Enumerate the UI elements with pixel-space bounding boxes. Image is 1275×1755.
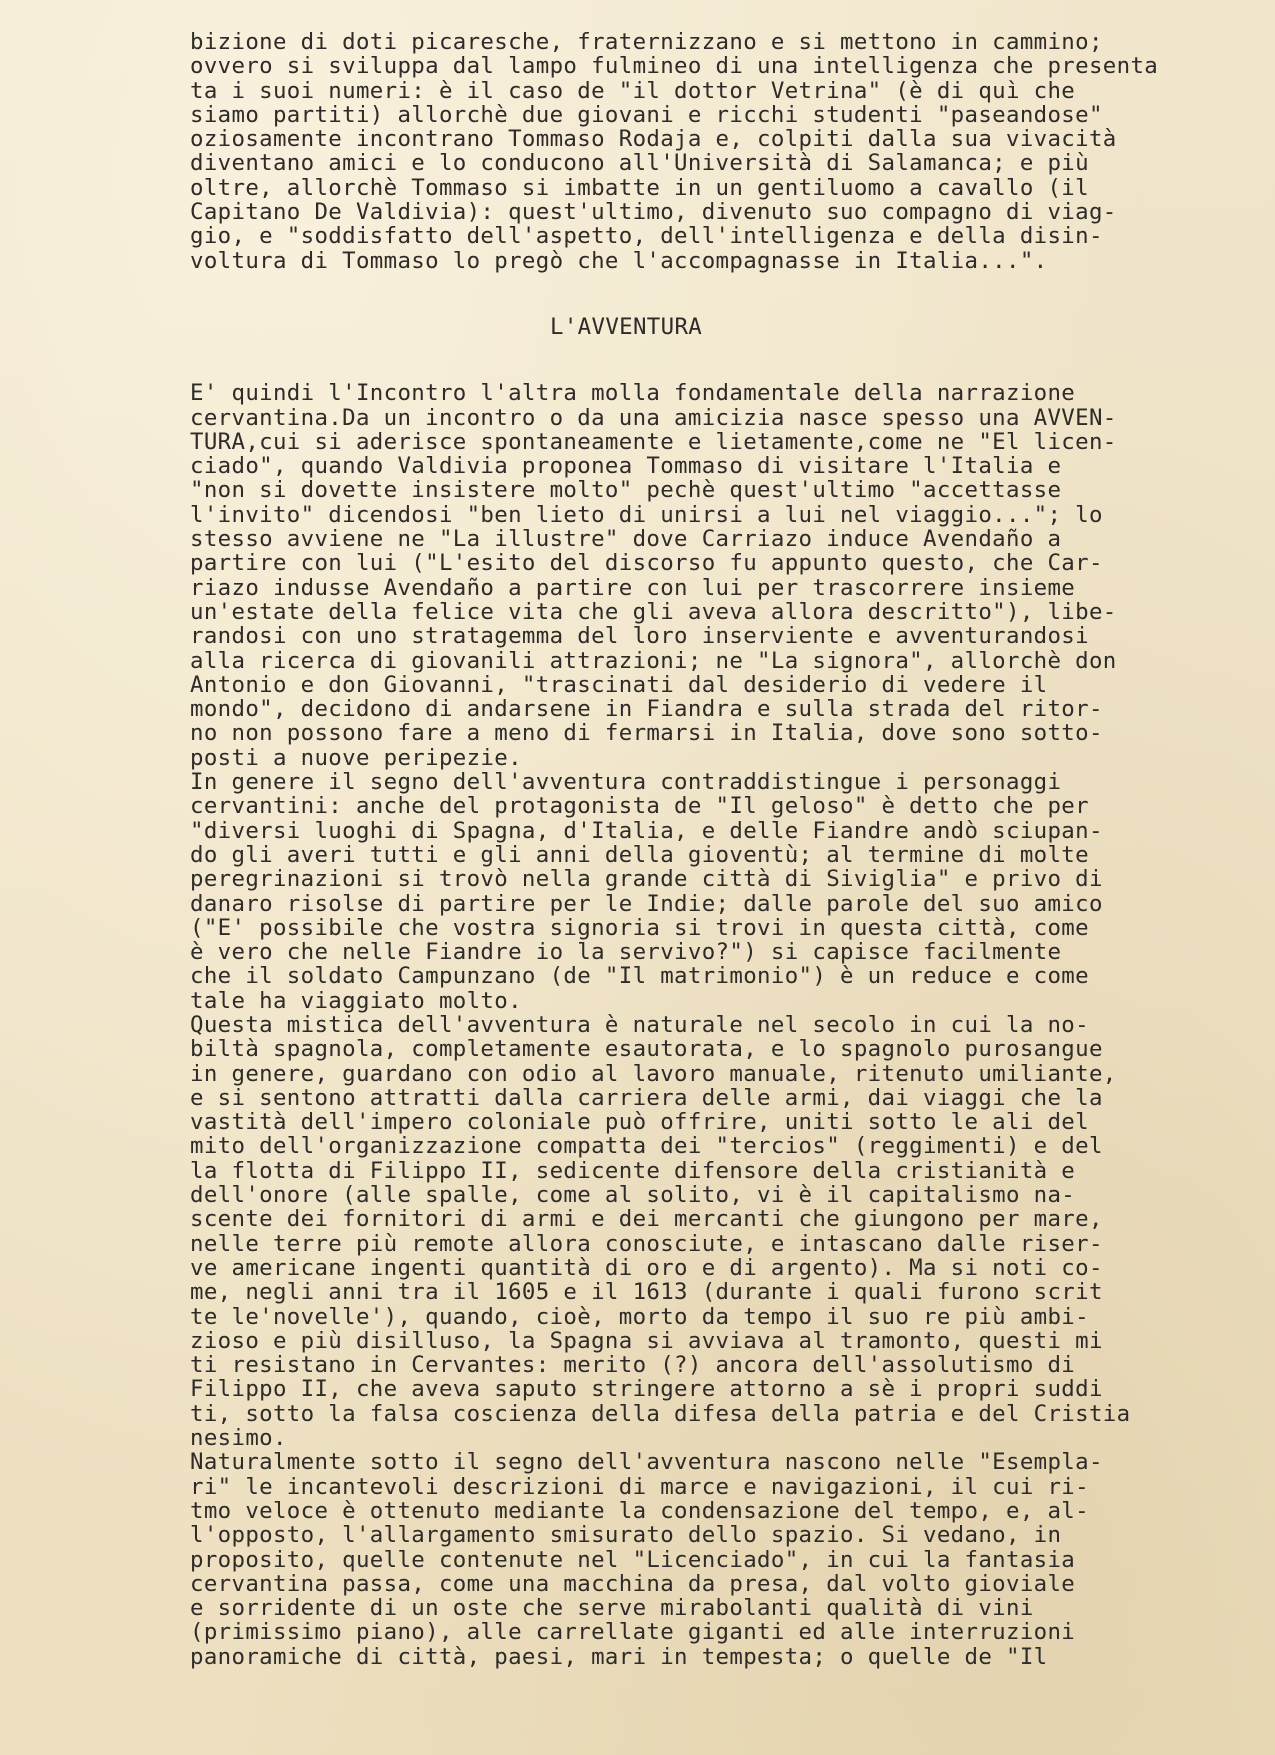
text-line: alla ricerca di giovanili attrazioni; ne "La signora", allorchè don xyxy=(190,647,1117,674)
text-line: diventano amici e lo conducono all'Università di Salamanca; e più xyxy=(190,150,1089,177)
text-line: zioso e più disilluso, la Spagna si avviava al tramonto, questi mi xyxy=(190,1327,1103,1354)
text-line: in genere, guardano con odio al lavoro manuale, ritenuto umiliante, xyxy=(190,1060,1117,1087)
text-line: l'invito" dicendosi "ben lieto di unirsi a lui nel viaggio..."; lo xyxy=(190,501,1103,528)
text-line: ta i suoi numeri: è il caso de "il dottor Vetrina" (è di quì che xyxy=(190,77,1076,104)
text-line: ("E' possibile che vostra signoria si trovi in questa città, come xyxy=(190,914,1089,941)
text-line: ciado", quando Valdivia proponea Tommaso di visitare l'Italia e xyxy=(190,453,1062,480)
text-line: partire con lui ("L'esito del discorso fu appunto questo, che Car- xyxy=(190,550,1103,577)
text-line: Naturalmente sotto il segno dell'avventura nascono nelle "Esempla- xyxy=(190,1449,1103,1476)
section-heading: L'AVVENTURA xyxy=(550,313,703,340)
text-line: E' quindi l'Incontro l'altra molla fondamentale della narrazione xyxy=(190,380,1076,407)
text-line: ti resistano in Cervantes: merito (?) ancora dell'assolutismo di xyxy=(190,1352,1076,1379)
text-line: ve americane ingenti quantità di oro e di argento). Ma si noti co- xyxy=(190,1254,1103,1281)
page-text xyxy=(190,30,1265,1669)
text-line: e si sentono attratti dalla carriera delle armi, dai viaggi che la xyxy=(190,1084,1103,1111)
text-line: me, negli anni tra il 1605 e il 1613 (durante i quali furono scrit xyxy=(190,1279,1103,1306)
text-line: siamo partiti) allorchè due giovani e ricchi studenti "paseandose" xyxy=(190,101,1103,128)
text-line: cervantina.Da un incontro o da una amicizia nasce spesso una AVVEN- xyxy=(190,404,1117,431)
text-line: è vero che nelle Fiandre io la servivo?") si capisce facilmente xyxy=(190,939,1062,966)
text-line: te le'novelle'), quando, cioè, morto da tempo il suo re più ambi- xyxy=(190,1303,1089,1330)
text-line: gio, e "soddisfatto dell'aspetto, dell'intelligenza e della disin- xyxy=(190,223,1103,250)
text-line: cervantina passa, come una macchina da presa, dal volto gioviale xyxy=(190,1570,1076,1597)
text-line: (primissimo piano), alle carrellate giganti ed alle interruzioni xyxy=(190,1619,1076,1646)
text-line: no non possono fare a meno di fermarsi in Italia, dove sono sotto- xyxy=(190,720,1103,747)
text-line: tale ha viaggiato molto. xyxy=(190,987,522,1014)
text-line: biltà spagnola, completamente esautorata, e lo spagnolo purosangue xyxy=(190,1036,1103,1063)
text-line: che il soldato Campunzano (de "Il matrimonio") è un reduce e come xyxy=(190,963,1089,990)
text-line: riazo indusse Avendaño a partire con lui per trascorrere insieme xyxy=(190,574,1076,601)
text-line: peregrinazioni si trovò nella grande città di Siviglia" e privo di xyxy=(190,866,1103,893)
intro-paragraph xyxy=(190,30,1265,273)
text-line: e sorridente di un oste che serve mirabolanti qualità di vini xyxy=(190,1595,1034,1622)
text-line: la flotta di Filippo II, sedicente difensore della cristianità e xyxy=(190,1157,1076,1184)
text-line: ti, sotto la falsa coscienza della difesa della patria e del Cristia xyxy=(190,1400,1131,1427)
text-line: stesso avviene ne "La illustre" dove Carriazo induce Avendaño a xyxy=(190,526,1062,553)
text-line: ovvero si sviluppa dal lampo fulmineo di una intelligenza che presenta xyxy=(190,53,1159,80)
text-line: nelle terre più remote allora conosciute, e intascano dalle riser- xyxy=(190,1230,1103,1257)
text-line: "diversi luoghi di Spagna, d'Italia, e delle Fiandre andò sciupan- xyxy=(190,817,1103,844)
text-line: ri" le incantevoli descrizioni di marce e navigazioni, il cui ri- xyxy=(190,1473,1089,1500)
text-line: posti a nuove peripezie. xyxy=(190,744,522,771)
text-line: "non si dovette insistere molto" pechè quest'ultimo "accettasse xyxy=(190,477,1062,504)
text-line: TURA,cui si aderisce spontaneamente e lietamente,come ne "El licen- xyxy=(190,428,1117,455)
text-line: scente dei fornitori di armi e dei mercanti che giungono per mare, xyxy=(190,1206,1103,1233)
text-line: l'opposto, l'allargamento smisurato dello spazio. Si vedano, in xyxy=(190,1522,1062,1549)
text-line: randosi con uno stratagemma del loro inserviente e avventurandosi xyxy=(190,623,1089,650)
text-line: Capitano De Valdivia): quest'ultimo, divenuto suo compagno di viag- xyxy=(190,199,1117,226)
text-line: un'estate della felice vita che gli aveva allora descritto"), libe- xyxy=(190,598,1117,625)
text-line: Questa mistica dell'avventura è naturale nel secolo in cui la no- xyxy=(190,1011,1089,1038)
text-line: Filippo II, che aveva saputo stringere attorno a sè i propri suddi xyxy=(190,1376,1103,1403)
body-text xyxy=(190,381,1265,1669)
text-line: In genere il segno dell'avventura contraddistingue i personaggi xyxy=(190,769,1062,796)
text-line: vastità dell'impero coloniale può offrire, uniti sotto le ali del xyxy=(190,1109,1089,1136)
text-line: proposito, quelle contenute nel "Licenciado", in cui la fantasia xyxy=(190,1546,1076,1573)
text-line: oltre, allorchè Tommaso si imbatte in un gentiluomo a cavallo (il xyxy=(190,174,1089,201)
text-line: mito dell'organizzazione compatta dei "tercios" (reggimenti) e del xyxy=(190,1133,1103,1160)
text-line: mondo", decidono di andarsene in Fiandra e sulla strada del ritor- xyxy=(190,696,1103,723)
text-line: tmo veloce è ottenuto mediante la condensazione del tempo, e, al- xyxy=(190,1497,1089,1524)
text-line: do gli averi tutti e gli anni della gioventù; al termine di molte xyxy=(190,841,1089,868)
text-line: bizione di doti picaresche, fraternizzano e si mettono in cammino; xyxy=(190,29,1103,55)
text-line: nesimo. xyxy=(190,1425,287,1452)
text-line: Antonio e don Giovanni, "trascinati dal desiderio di vedere il xyxy=(190,671,1048,698)
text-line: voltura di Tommaso lo pregò che l'accompagnasse in Italia...". xyxy=(190,247,1048,274)
text-line: cervantini: anche del protagonista de "Il geloso" è detto che per xyxy=(190,793,1089,820)
text-line: dell'onore (alle spalle, come al solito, vi è il capitalismo na- xyxy=(190,1182,1076,1209)
text-line: oziosamente incontrano Tommaso Rodaja e, colpiti dalla sua vivacità xyxy=(190,126,1117,153)
text-line: panoramiche di città, paesi, mari in tempesta; o quelle de "Il xyxy=(190,1643,1048,1670)
text-line: danaro risolse di partire per le Indie; dalle parole del suo amico xyxy=(190,890,1103,917)
